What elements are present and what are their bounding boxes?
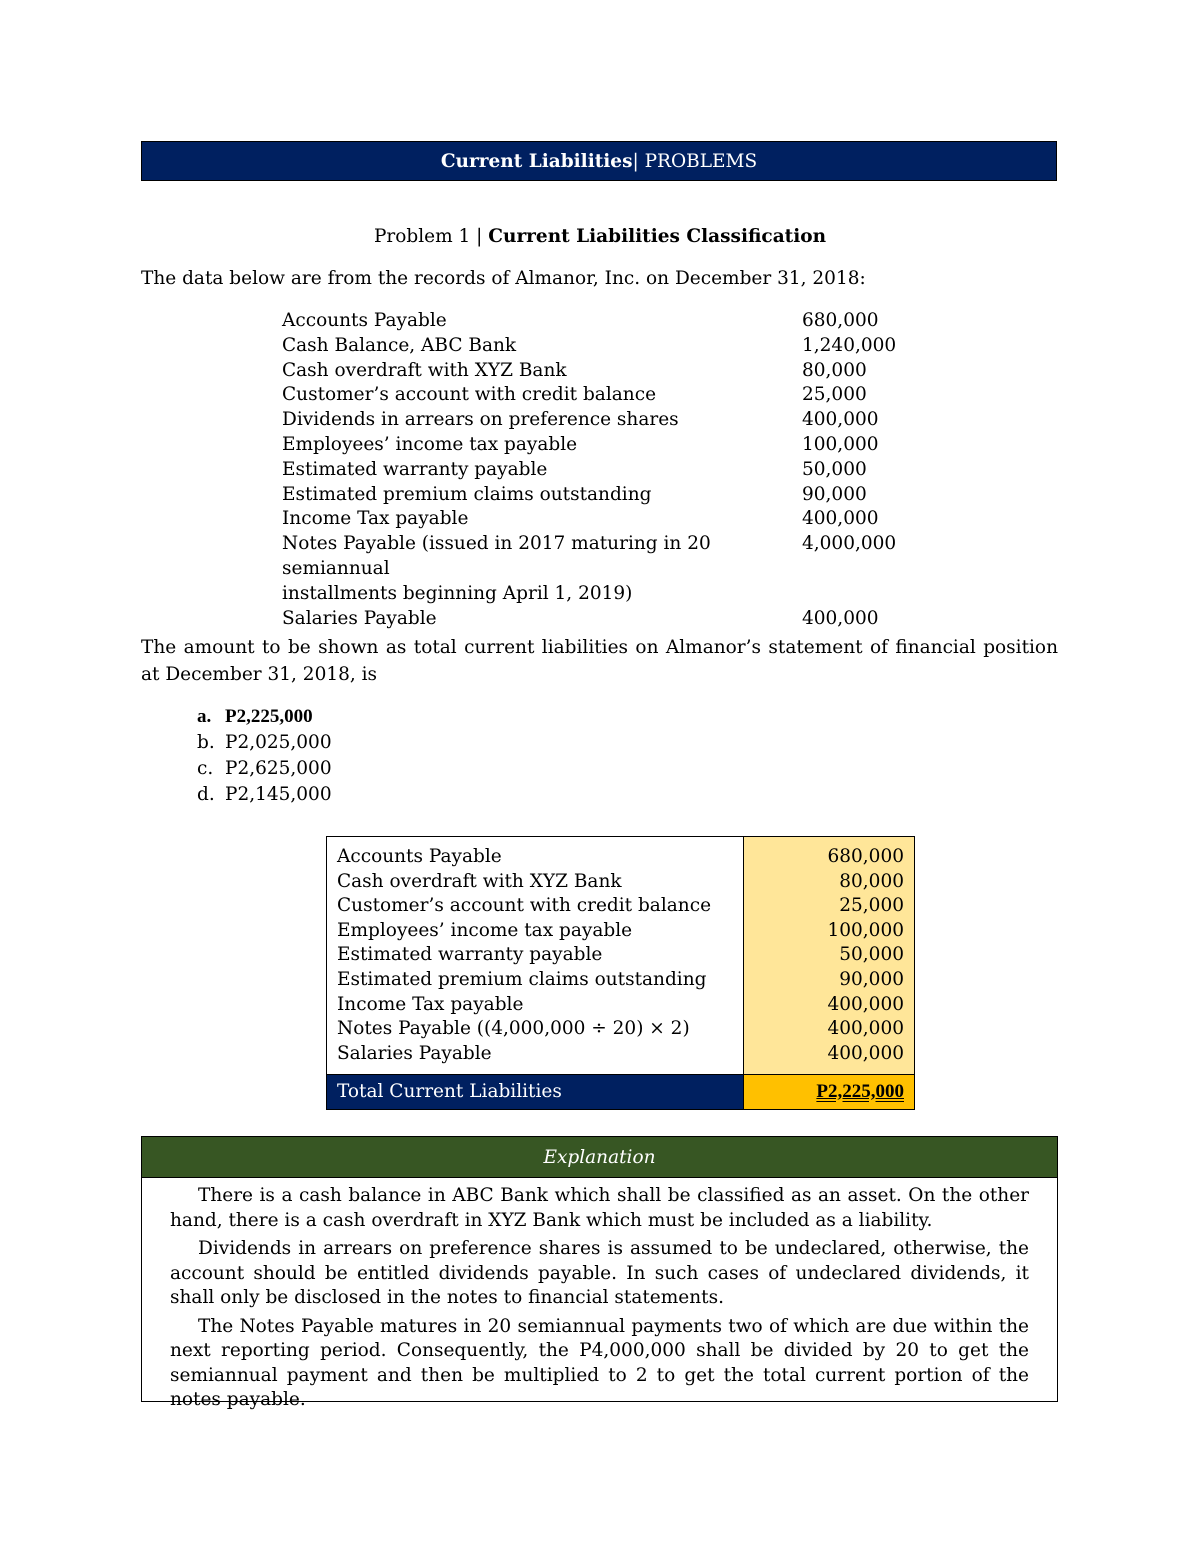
solution-table: [326, 836, 915, 1110]
explanation-box: [141, 1136, 1058, 1410]
data-value: 1,240,000: [802, 334, 897, 356]
choice-b: b. P2,025,000: [197, 732, 332, 753]
total-row: [327, 1075, 915, 1110]
data-label: Cash Balance, ABC Bank: [282, 334, 517, 356]
intro-text: The data below are from the records of Almanor, Inc. on December 31, 2018:: [141, 268, 866, 289]
data-value: 100,000: [802, 433, 879, 455]
data-value: 50,000: [802, 458, 867, 480]
choice-d: d. P2,145,000: [197, 784, 332, 805]
data-row: [282, 483, 922, 508]
table-row: Customer’s account with credit balance 25,000: [327, 894, 915, 919]
data-label: Income Tax payable: [282, 508, 469, 530]
explanation-paragraph: There is a cash balance in ABC Bank which shall be classified as an asset. On the other hand, there is a cash overdraft in XYZ Bank which must be included as a liability.: [170, 1185, 1029, 1231]
problem-title: [0, 226, 1200, 247]
data-label: Salaries Payable: [282, 607, 437, 629]
data-row: [282, 359, 922, 384]
data-value: 400,000: [802, 508, 879, 530]
data-row: [282, 334, 922, 359]
data-value: 4,000,000: [802, 533, 897, 555]
table-row: Estimated warranty payable 50,000: [327, 943, 915, 968]
data-row: [282, 408, 922, 433]
data-row: [282, 309, 922, 334]
table-row: Accounts Payable 680,000: [327, 837, 915, 870]
answer-choices: [197, 704, 332, 808]
data-label: Cash overdraft with XYZ Bank: [282, 359, 567, 381]
data-label: Dividends in arrears on preference shares: [282, 409, 679, 431]
data-label: Estimated warranty payable: [282, 458, 548, 480]
table-row: Employees’ income tax payable 100,000: [327, 919, 915, 944]
question-text: The amount to be shown as total current liabilities on Almanor’s statement of financial position at December 31, 2018, is: [141, 637, 1058, 685]
section-header: [141, 141, 1057, 181]
header-title-rest: | PROBLEMS: [632, 150, 758, 172]
data-value: 400,000: [802, 607, 879, 629]
explanation-title: Explanation: [142, 1137, 1057, 1178]
data-row: [282, 383, 922, 408]
data-value: 680,000: [802, 310, 879, 331]
data-label: Employees’ income tax payable: [282, 433, 578, 455]
explanation-body: [142, 1178, 1057, 1413]
data-row: [282, 532, 922, 582]
table-row: Cash overdraft with XYZ Bank 80,000: [327, 870, 915, 895]
data-label: installments beginning April 1, 2019): [282, 582, 633, 604]
data-value: 90,000: [802, 483, 867, 505]
data-value: [802, 582, 922, 607]
total-amount: P2,225,000: [744, 1075, 915, 1110]
data-list: [282, 309, 922, 631]
data-row: [282, 458, 922, 483]
data-label: Notes Payable (issued in 2017 maturing in 20 semiannual: [282, 533, 711, 579]
header-title-bold: Current Liabilities: [440, 150, 633, 172]
choice-a: a. P2,225,000: [197, 706, 313, 727]
table-row: Estimated premium claims outstanding 90,000: [327, 968, 915, 993]
explanation-paragraph: The Notes Payable matures in 20 semiannual payments two of which are due within the next reporting period. Consequently, the P4,000,000 shall be divided by 20 to get the semiannual payment and then be multiplied to 2 to get the total current portion of the notes payable.: [170, 1315, 1029, 1410]
problem-name: Current Liabilities Classification: [488, 226, 827, 247]
data-row: [282, 433, 922, 458]
table-row: Salaries Payable 400,000: [327, 1042, 915, 1075]
data-value: 80,000: [802, 359, 867, 381]
data-label: Customer’s account with credit balance: [282, 384, 657, 406]
table-row: Income Tax payable 400,000: [327, 993, 915, 1018]
data-value: 25,000: [802, 384, 867, 406]
data-value: 400,000: [802, 409, 879, 431]
total-label: Total Current Liabilities: [327, 1075, 744, 1110]
problem-prefix: Problem 1 |: [373, 226, 489, 247]
data-label: Accounts Payable: [282, 310, 447, 331]
data-label: Estimated premium claims outstanding: [282, 483, 652, 505]
table-row: Notes Payable ((4,000,000 ÷ 20) × 2) 400,000: [327, 1017, 915, 1042]
explanation-paragraph: Dividends in arrears on preference shares is assumed to be undeclared, otherwise, the account should be entitled dividends payable. In such cases of undeclared dividends, it shall only be disclosed in the notes to financial statements.: [170, 1238, 1029, 1308]
data-row: [282, 507, 922, 532]
data-row: [282, 607, 922, 632]
choice-c: c. P2,625,000: [197, 758, 332, 779]
data-row: [282, 582, 922, 607]
